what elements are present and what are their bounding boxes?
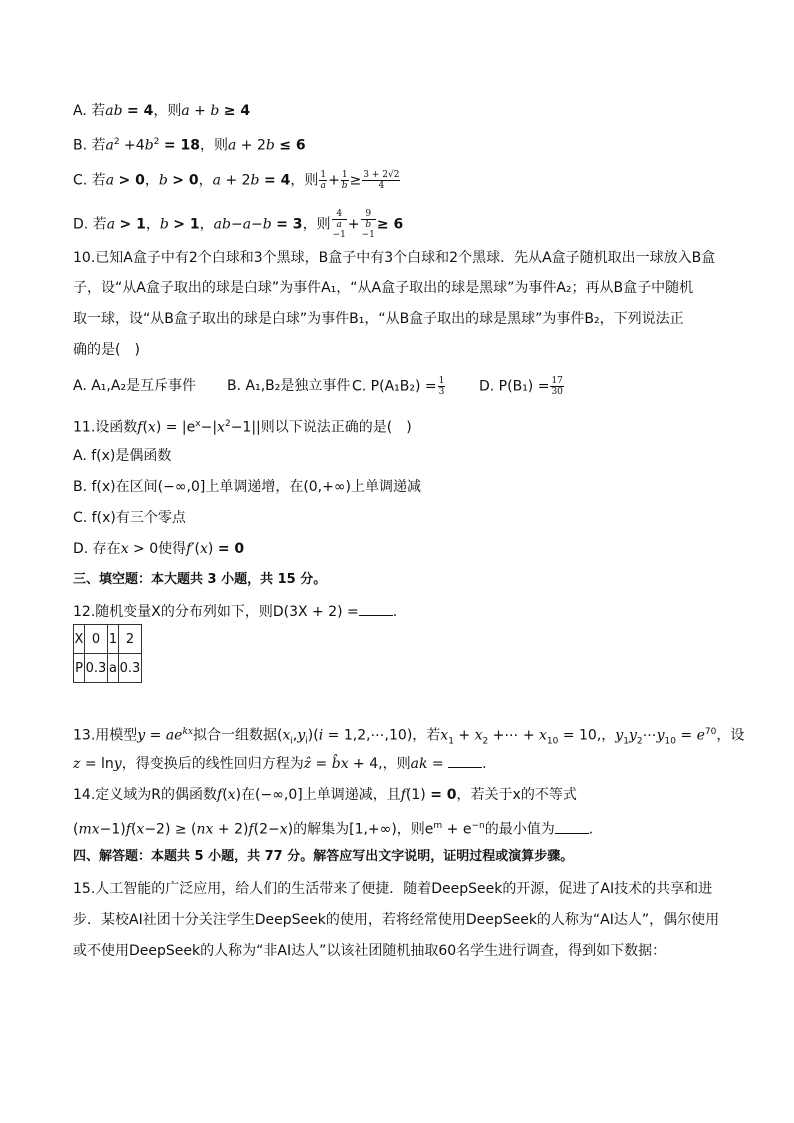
q10-stem-line1: 10.已知A盒子中有2个白球和3个黑球，B盒子中有3个白球和2个黑球．先从A盒子随机取出一球放入B盒 (73, 250, 716, 266)
q10-stem-line2: 子，设“从A盒子取出的球是白球”为事件A₁，“从A盒子取出的球是黑球”为事件A₂；再从B盒子中随机 (73, 280, 694, 296)
table-cell: 2 (119, 625, 142, 654)
q10-stem-line4: 确的是( ) (73, 342, 140, 358)
section-3-heading: 三、填空题：本大题共 3 小题，共 15 分。 (73, 572, 327, 587)
distribution-table (73, 624, 142, 683)
q10-option-b: B. A₁,B₂是独立事件 (227, 378, 351, 394)
q15-line3: 或不使用DeepSeek的人称为“非AI达人”以该社团随机抽取60名学生进行调查，得到如下数据： (73, 943, 667, 959)
q9-option-c: C. 若a > 0，b > 0，a + 2b = 4，则 $\frac{1}{a}$ + $\frac{1}{b}$ ≥ $\frac{3 + 2√2}{4}$ (73, 170, 400, 191)
q12-stem: 12.随机变量X的分布列如下，则D(3X + 2) = . (73, 601, 397, 622)
q9-option-a: A. 若ab = 4，则a + b ≥ 4 (73, 103, 251, 119)
q9-option-b: B. 若$a^2 +4b^2 = 18$，则a + 2b ≤ 6 (73, 137, 306, 154)
table-cell: 0.3 (85, 654, 108, 683)
q10-option-c: C. P(A₁B₂) = $\frac{1}{3}$ (352, 376, 445, 397)
q15-line1: 15.人工智能的广泛应用，给人们的生活带来了便捷．随着DeepSeek的开源，促进了AI技术的共享和进 (73, 881, 713, 897)
table-cell: 1 (108, 625, 119, 654)
q13-line1: 13.用模型$y = ae^{kx}$拟合一组数据$(x_i,y_i)(i$ = 1,2,⋯,10)，若$x_1 + x_2$ +⋯ + $x_{10} = 10$,，$y_1y_2\cdots y_{10} = e^{70}$，设 (73, 727, 745, 747)
q10-option-a: A. A₁,A₂是互斥事件 (73, 378, 197, 394)
section-4-heading: 四、解答题：本题共 5 小题，共 77 分。解答应写出文字说明，证明过程或演算步骤。 (73, 849, 574, 864)
q11-option-d: D. 存在x > 0使得f′(x) = 0 (73, 541, 245, 557)
q15-line2: 步．某校AI社团十分关注学生DeepSeek的使用，若将经常使用DeepSeek的人称为“AI达人”，偶尔使用 (73, 912, 720, 928)
q14-line2: (mx−1)f(x−2) ≥ (nx + 2)f(2−x)的解集为[1,+∞)，则$e^m + e^{-n}$的最小值为 . (73, 816, 593, 840)
table-cell: 0 (85, 625, 108, 654)
table-row (74, 625, 142, 654)
q10-option-d: D. P(B₁) = $\frac{17}{30}$ (479, 376, 563, 397)
q11-stem: 11.设函数$f(x) = |e^x-|x^2-1||$则以下说法正确的是( ) (73, 419, 412, 436)
q11-option-a: A. f(x)是偶函数 (73, 448, 172, 464)
table-cell: a (108, 654, 119, 683)
q9-option-d: D. 若a > 1，b > 1，ab−a−b = 3，则 4 a −1 + 9 b −1 ≥ 6 (73, 209, 404, 240)
q11-option-c: C. f(x)有三个零点 (73, 510, 186, 526)
table-cell: X (74, 625, 85, 654)
q13-line2: z = lny，得变换后的线性回归方程为ẑ = b̂x + 4,，则ak = . (73, 753, 487, 774)
table-cell: P (74, 654, 85, 683)
q10-stem-line3: 取一球，设“从B盒子取出的球是白球”为事件B₁，“从B盒子取出的球是黑球”为事件B₂，下列说法正 (73, 311, 684, 327)
q11-option-b: B. f(x)在区间(−∞,0]上单调递增，在(0,+∞)上单调递减 (73, 479, 421, 495)
table-cell: 0.3 (119, 654, 142, 683)
table-row (74, 654, 142, 683)
q14-line1: 14.定义域为R的偶函数f(x)在(−∞,0]上单调递减，且f(1) = 0，若关于x的不等式 (73, 787, 577, 803)
